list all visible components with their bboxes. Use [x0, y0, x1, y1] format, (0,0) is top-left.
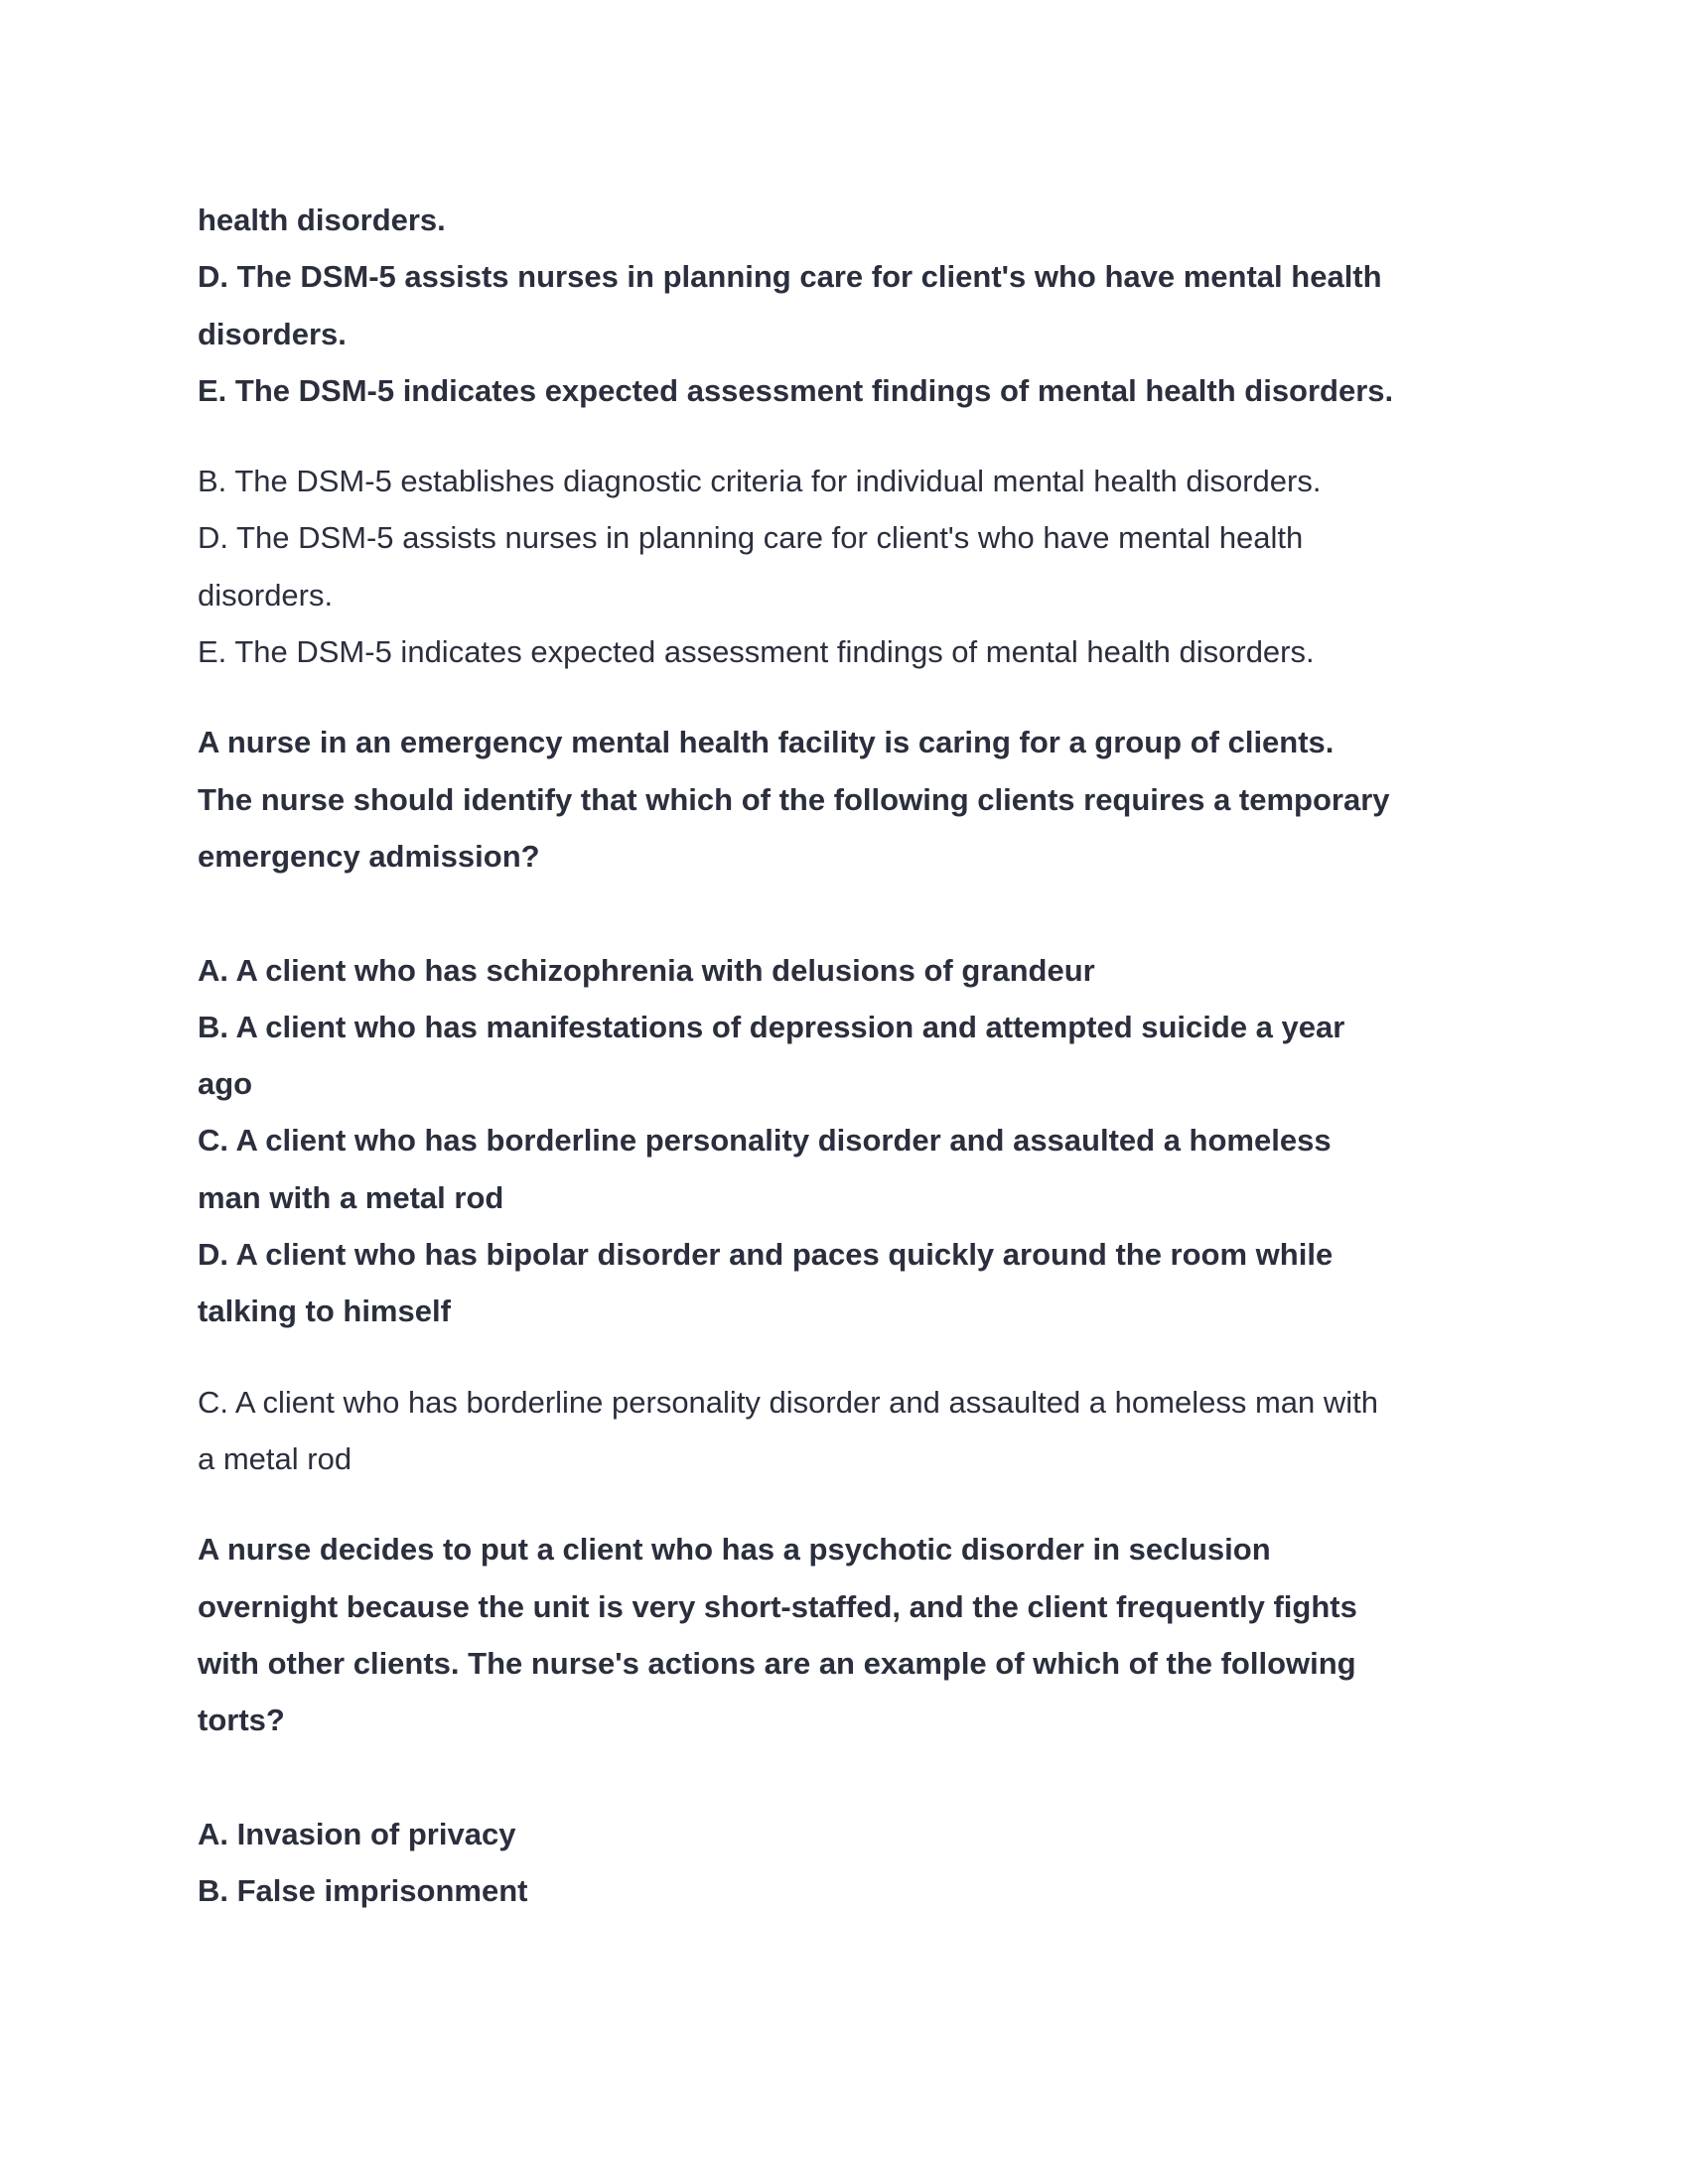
- answer-line: D. The DSM-5 assists nurses in planning care for client's who have mental health: [198, 520, 1304, 556]
- option-line: D. The DSM-5 assists nurses in planning care for client's who have mental health: [198, 259, 1382, 295]
- question-stem-line: torts?: [198, 1703, 285, 1738]
- option-line: ago: [198, 1066, 253, 1102]
- document-page: [198, 192, 1518, 1953]
- answer-line: E. The DSM-5 indicates expected assessment findings of mental health disorders.: [198, 634, 1315, 670]
- answer-line: C. A client who has borderline personality disorder and assaulted a homeless man with: [198, 1384, 1378, 1420]
- option-line: D. A client who has bipolar disorder and paces quickly around the room while: [198, 1237, 1334, 1273]
- answer-line: disorders.: [198, 577, 334, 613]
- question-options-continued: [198, 192, 1518, 419]
- option-line: B. False imprisonment: [198, 1873, 528, 1909]
- question-stem-line: overnight because the unit is very short-staffed, and the client frequently fights: [198, 1588, 1357, 1624]
- question-stem-line: The nurse should identify that which of the following clients requires a temporary: [198, 781, 1390, 817]
- question-block: [198, 714, 1518, 1339]
- question-stem-line: emergency admission?: [198, 838, 540, 874]
- option-line: disorders.: [198, 316, 347, 351]
- question-stem-line: with other clients. The nurse's actions are an example of which of the following: [198, 1645, 1356, 1681]
- option-line: health disorders.: [198, 203, 446, 237]
- spacer: [198, 885, 1518, 941]
- question-stem-line: A nurse decides to put a client who has a psychotic disorder in seclusion: [198, 1532, 1271, 1568]
- answer-line: B. The DSM-5 establishes diagnostic criteria for individual mental health disorders.: [198, 464, 1322, 499]
- answer-line: a metal rod: [198, 1440, 352, 1476]
- option-line: C. A client who has borderline personality disorder and assaulted a homeless: [198, 1123, 1332, 1159]
- question-stem-line: A nurse in an emergency mental health facility is caring for a group of clients.: [198, 725, 1335, 760]
- spacer: [198, 1748, 1518, 1805]
- option-line: A. A client who has schizophrenia with delusions of grandeur: [198, 952, 1095, 988]
- option-line: B. A client who has manifestations of depression and attempted suicide a year: [198, 1009, 1345, 1044]
- option-line: A. Invasion of privacy: [198, 1816, 516, 1851]
- answer-block: [198, 453, 1518, 680]
- answer-block: [198, 1374, 1518, 1488]
- option-line: talking to himself: [198, 1294, 451, 1329]
- option-line: man with a metal rod: [198, 1179, 504, 1215]
- question-block: [198, 1521, 1518, 1919]
- option-line: E. The DSM-5 indicates expected assessment findings of mental health disorders.: [198, 372, 1394, 408]
